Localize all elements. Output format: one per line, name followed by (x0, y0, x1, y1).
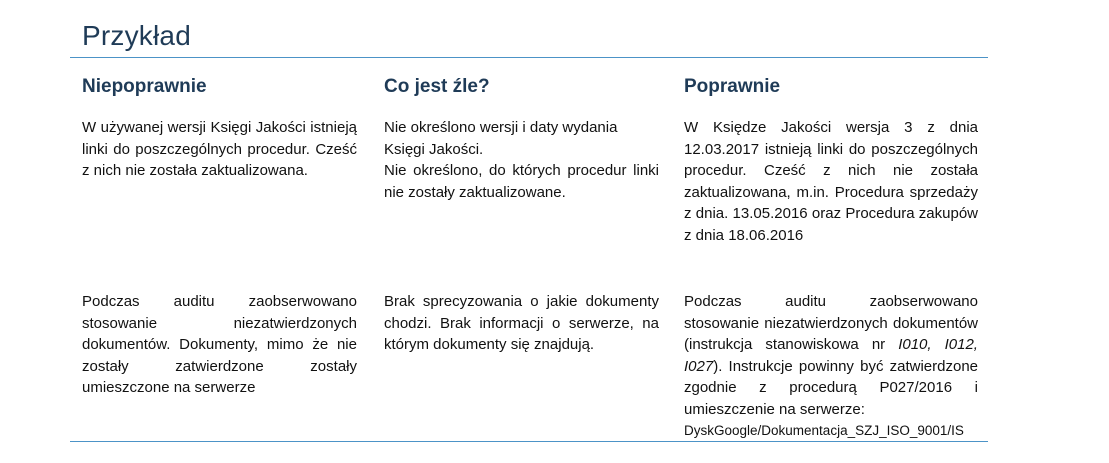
row1-whats-wrong-text-2: Nie określono, do których procedur linki nie zostały zaktualizowane. (384, 162, 659, 201)
page-title: Przykład (82, 20, 191, 51)
row2-correct-server-path: DyskGoogle/Dokumentacja_SZJ_ISO_9001/IS (684, 423, 964, 438)
column-header-whats-wrong: Co jest źle? (384, 76, 490, 97)
row1-correct-text: W Księdze Jakości wersja 3 z dnia 12.03.2017 istnieją linki do poszczególnych procedur. Cześć z nich nie została zaktualizowana, m.in. Procedura sprzedaży z dnia. 13.05.2016 oraz Procedura zakupów z dnia 18.06.2016 (684, 119, 978, 244)
column-header-correct: Poprawnie (684, 76, 781, 97)
row2-correct-codes: I010, I012, I027 (684, 336, 978, 375)
row1-correct-cell (684, 117, 978, 246)
row2-correct-text (684, 291, 978, 420)
row2-correct-text-b: ). Instrukcje powinny być zatwierdzone zgodnie z procedurą P027/2016 i umieszczenie na serwerze: (684, 357, 978, 418)
row1-incorrect-text: W używanej wersji Księgi Jakości istnieją linki do poszczególnych procedur. Cześć z nich nie została zaktualizowana. (82, 119, 357, 179)
bottom-divider (70, 441, 988, 442)
row2-whats-wrong-cell (384, 291, 659, 356)
row1-incorrect-cell (82, 117, 357, 182)
row1-whats-wrong-text-1: Nie określono wersji i daty wydania Księgi Jakości. (384, 119, 618, 158)
row1-whats-wrong-cell (384, 117, 659, 203)
row2-correct-text-a: Podczas auditu zaobserwowano stosowanie niezatwierdzonych dokumentów (instrukcja stanowiskowa nr (684, 293, 978, 353)
row2-correct-cell (684, 291, 978, 443)
row2-incorrect-text: Podczas auditu zaobserwowano stosowanie niezatwierdzonych dokumentów. Dokumenty, mimo że nie zostały zatwierdzone zostały umieszczone na serwerze (82, 293, 357, 396)
row2-whats-wrong-text: Brak sprecyzowania o jakie dokumenty chodzi. Brak informacji o serwerze, na którym dokumenty się znajdują. (384, 293, 659, 353)
row2-incorrect-cell (82, 291, 357, 399)
title-divider (70, 57, 988, 58)
column-header-incorrect: Niepoprawnie (82, 76, 207, 97)
